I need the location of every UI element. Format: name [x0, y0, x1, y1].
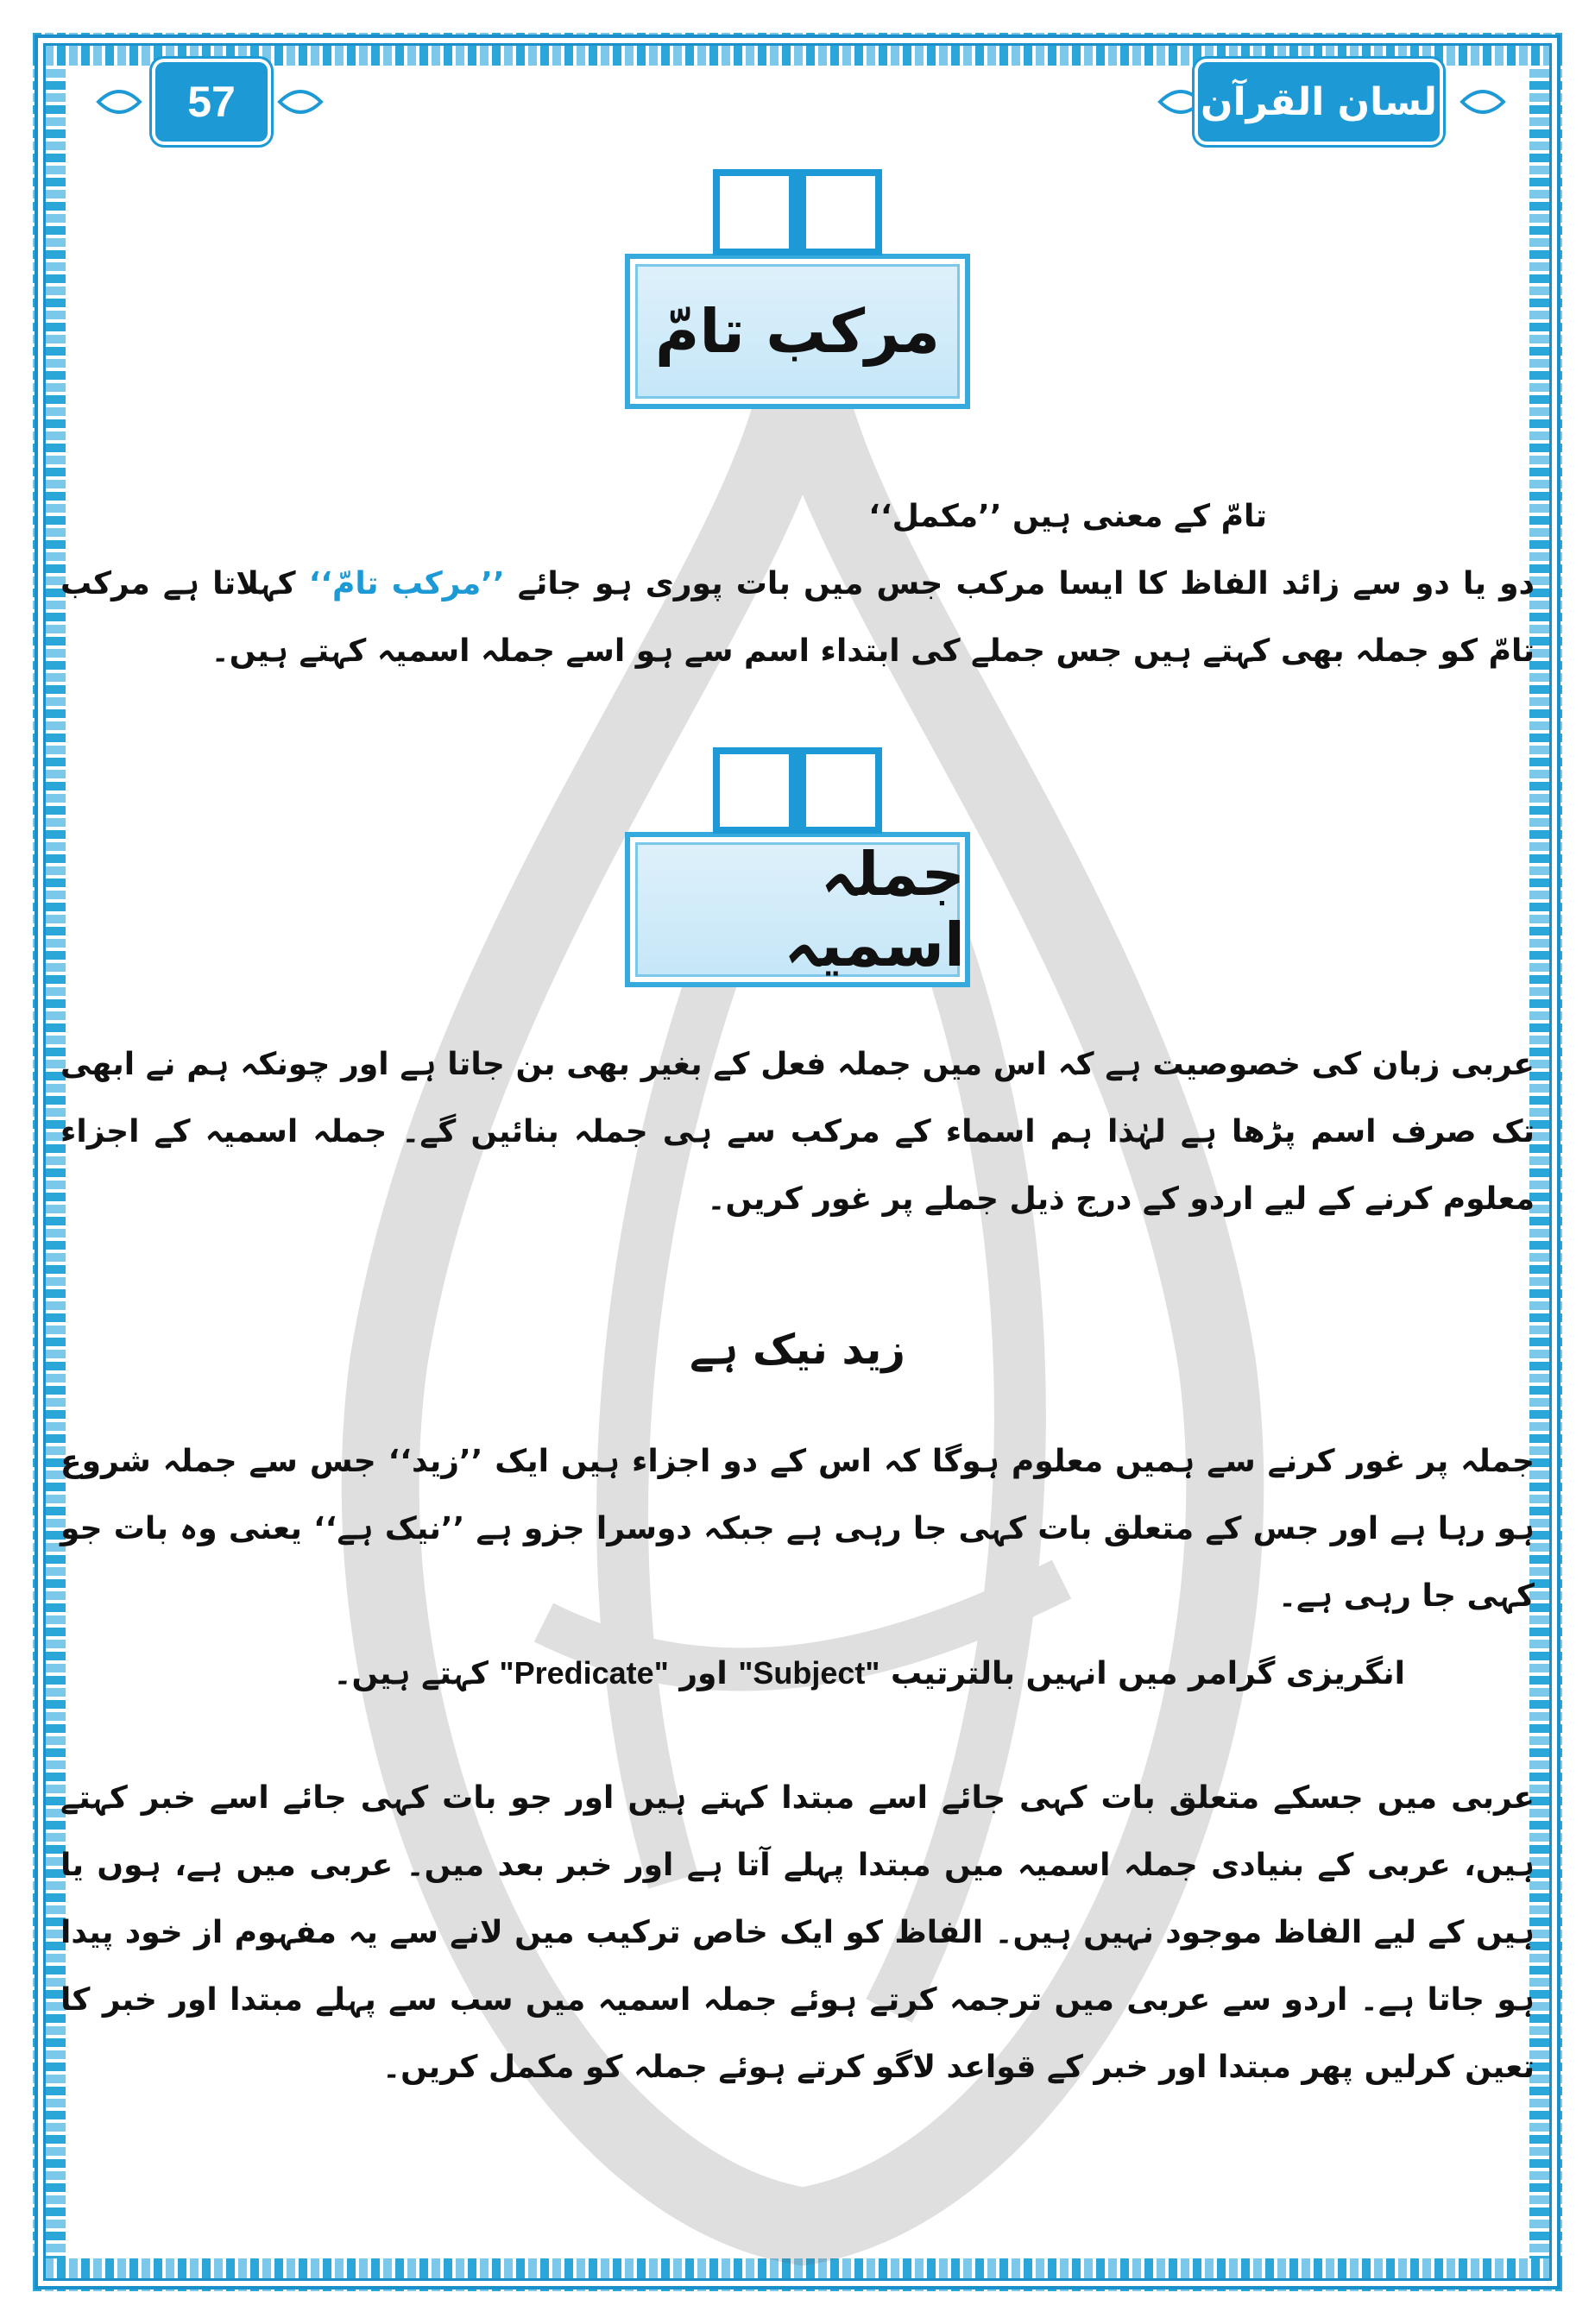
- example-sentence: زید نیک ہے: [690, 1326, 905, 1374]
- highlighted-term: ’’مرکب تامّ‘‘: [308, 566, 505, 601]
- text-run: اور: [679, 1656, 728, 1691]
- paragraph-sentence-parts: جملہ پر غور کرنے سے ہمیں معلوم ہوگا کہ اس کے دو اجزاء ہیں ایک ’’زید‘‘ جس سے جملہ شروع ہو رہا ہے اور جس کے متعلق بات کہی جا رہی ہے جبکہ دوسرا جزو ہے ’’نیک ہے‘‘ یعنی وہ بات جو کہی جا رہی ہے۔: [60, 1444, 1535, 1614]
- open-book-icon: [711, 164, 884, 259]
- text-run: دو یا دو سے زائد الفاظ کا ایسا مرکب جس میں بات پوری ہو جائے: [517, 566, 1535, 601]
- paragraph-english-grammar: [60, 1640, 1405, 1708]
- section-title: جملہ اسمیہ: [625, 832, 970, 987]
- book-title: لسان القرآن: [1198, 62, 1440, 142]
- english-term-subject: "Subject": [738, 1655, 880, 1691]
- text-run: کہتے ہیں۔: [333, 1656, 489, 1691]
- text-run: کہلاتا ہے مرکب تامّ کو جملہ بھی کہتے ہیں جس جملے کی ابتداء اسم سے ہو اسے جملہ اسمیہ کہتے ہیں۔: [60, 566, 1535, 669]
- paragraph-murakkab-tam: [60, 551, 1535, 685]
- ornament-icon: [95, 86, 143, 117]
- paragraph-definition: تامّ کے معنی ہیں ’’مکمل‘‘: [868, 499, 1267, 534]
- paragraph-arabic-feature: عربی زبان کی خصوصیت ہے کہ اس میں جملہ فعل کے بغیر بھی بن جاتا ہے اور چونکہ ہم نے ابھی تک صرف اسم پڑھا ہے لہٰذا ہم اسماء کے مرکب سے ہی جملہ بنائیں گے۔ جملہ اسمیہ کے اجزاء معلوم کرنے کے لیے اردو کے درج ذیل جملے پر غور کریں۔: [60, 1047, 1535, 1217]
- ornament-icon: [1459, 86, 1507, 117]
- section-heading-2: [625, 742, 970, 987]
- section-heading-1: [625, 164, 970, 409]
- paragraph-mubtada-khabar: عربی میں جسکے متعلق بات کہی جائے اسے مبتدا کہتے ہیں اور جو بات کہی جائے اسے خبر کہتے ہیں، عربی کے بنیادی جملہ اسمیہ میں مبتدا پہلے آتا ہے اور خبر بعد میں۔ عربی میں ہے، ہوں یا ہیں کے لیے الفاظ موجود نہیں ہیں۔ الفاظ کو ایک خاص ترکیب میں لانے سے یہ مفہوم از خود پیدا ہو جاتا ہے۔ اردو سے عربی میں ترجمہ کرتے ہوئے جملہ اسمیہ میں سب سے پہلے مبتدا اور خبر کا تعین کرلیں پھر مبتدا اور خبر کے قواعد لاگو کرتے ہوئے جملہ کو مکمل کریں۔: [60, 1780, 1535, 2085]
- section-title: مرکب تامّ: [625, 254, 970, 409]
- ornament-icon: [276, 86, 325, 117]
- english-term-predicate: "Predicate": [499, 1655, 669, 1691]
- page-number: 57: [155, 62, 268, 142]
- text-run: انگریزی گرامر میں انہیں بالترتیب: [891, 1656, 1405, 1691]
- open-book-icon: [711, 742, 884, 837]
